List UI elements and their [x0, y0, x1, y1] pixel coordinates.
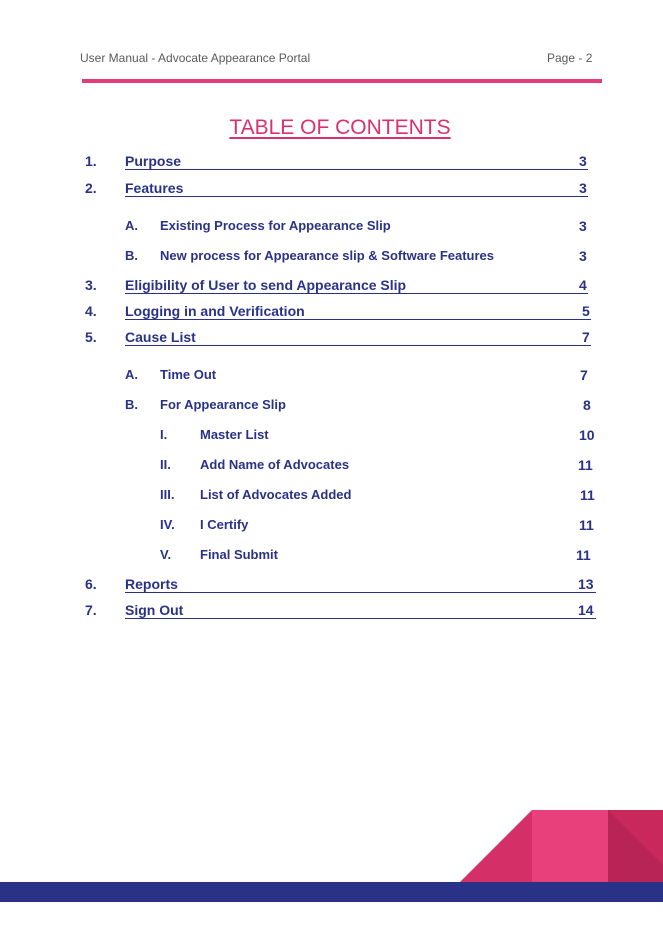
toc-entry-label[interactable]: I Certify — [200, 517, 249, 532]
toc-entry-label[interactable]: Add Name of Advocates — [200, 457, 350, 472]
toc-entry-page: 10 — [579, 427, 595, 443]
toc-entry-page: 14 — [578, 602, 594, 618]
toc-entry-number: B. — [125, 397, 138, 412]
toc-entry-page: 11 — [580, 487, 595, 503]
toc-entry-page: 8 — [583, 397, 591, 413]
toc-entry-page: 11 — [579, 517, 594, 533]
toc-entry-label[interactable]: Existing Process for Appearance Slip — [160, 218, 391, 233]
toc-entry-label[interactable]: Sign Out — [125, 602, 184, 618]
toc-entry-number: B. — [125, 248, 138, 263]
footer-square — [532, 810, 608, 882]
header-page-number: Page - 2 — [547, 51, 593, 65]
toc-entry-number: 2. — [85, 180, 97, 196]
toc-entry-label[interactable]: Master List — [200, 427, 269, 442]
toc-entry-page: 7 — [582, 329, 590, 345]
toc-entry-label[interactable]: Reports — [125, 576, 178, 592]
toc-entry-page: 3 — [579, 248, 587, 264]
toc-entry-number: 1. — [85, 153, 97, 169]
toc-entry-number: IV. — [160, 517, 175, 532]
toc-entry-label[interactable]: Eligibility of User to send Appearance Slip — [125, 277, 407, 293]
toc-entry-label[interactable]: New process for Appearance slip & Software Features — [160, 248, 495, 263]
toc-entry-page: 13 — [578, 576, 594, 592]
toc-entry-number: 6. — [85, 576, 97, 592]
toc-entry-number: A. — [125, 367, 138, 382]
toc-entry-page: 7 — [580, 367, 588, 383]
toc-entry-label[interactable]: Final Submit — [200, 547, 278, 562]
toc-entry-number: 4. — [85, 303, 97, 319]
toc-entry-page: 3 — [579, 218, 587, 234]
toc-entry-number: 7. — [85, 602, 97, 618]
toc-entry-label[interactable]: For Appearance Slip — [160, 397, 286, 412]
toc-entry-page: 4 — [579, 277, 587, 293]
toc-entry-page: 3 — [579, 180, 587, 196]
toc-entry-label[interactable]: Features — [125, 180, 184, 196]
toc-entry-number: I. — [160, 427, 168, 442]
toc-entry-page: 3 — [579, 153, 587, 169]
header-left-text: User Manual - Advocate Appearance Portal — [80, 51, 311, 65]
toc-entry-label[interactable]: Logging in and Verification — [125, 303, 305, 319]
toc-entry-page: 5 — [582, 303, 590, 319]
toc-entry-number: 3. — [85, 277, 97, 293]
toc-entry-label[interactable]: Cause List — [125, 329, 196, 345]
toc-entry-number: A. — [125, 218, 138, 233]
toc-entry-number: V. — [160, 547, 172, 562]
footer-band — [0, 882, 663, 902]
toc-entry-number: II. — [160, 457, 171, 472]
toc-entry-page: 11 — [576, 547, 591, 563]
toc-entry-label[interactable]: List of Advocates Added — [200, 487, 352, 502]
toc-entry-number: 5. — [85, 329, 97, 345]
toc-entry-number: III. — [160, 487, 175, 502]
toc-entry-label[interactable]: Purpose — [125, 153, 182, 169]
toc-entry-label[interactable]: Time Out — [160, 367, 217, 382]
toc-title: TABLE OF CONTENTS — [229, 116, 451, 139]
toc-entry-page: 11 — [578, 457, 593, 473]
footer-triangle-left — [460, 810, 532, 882]
